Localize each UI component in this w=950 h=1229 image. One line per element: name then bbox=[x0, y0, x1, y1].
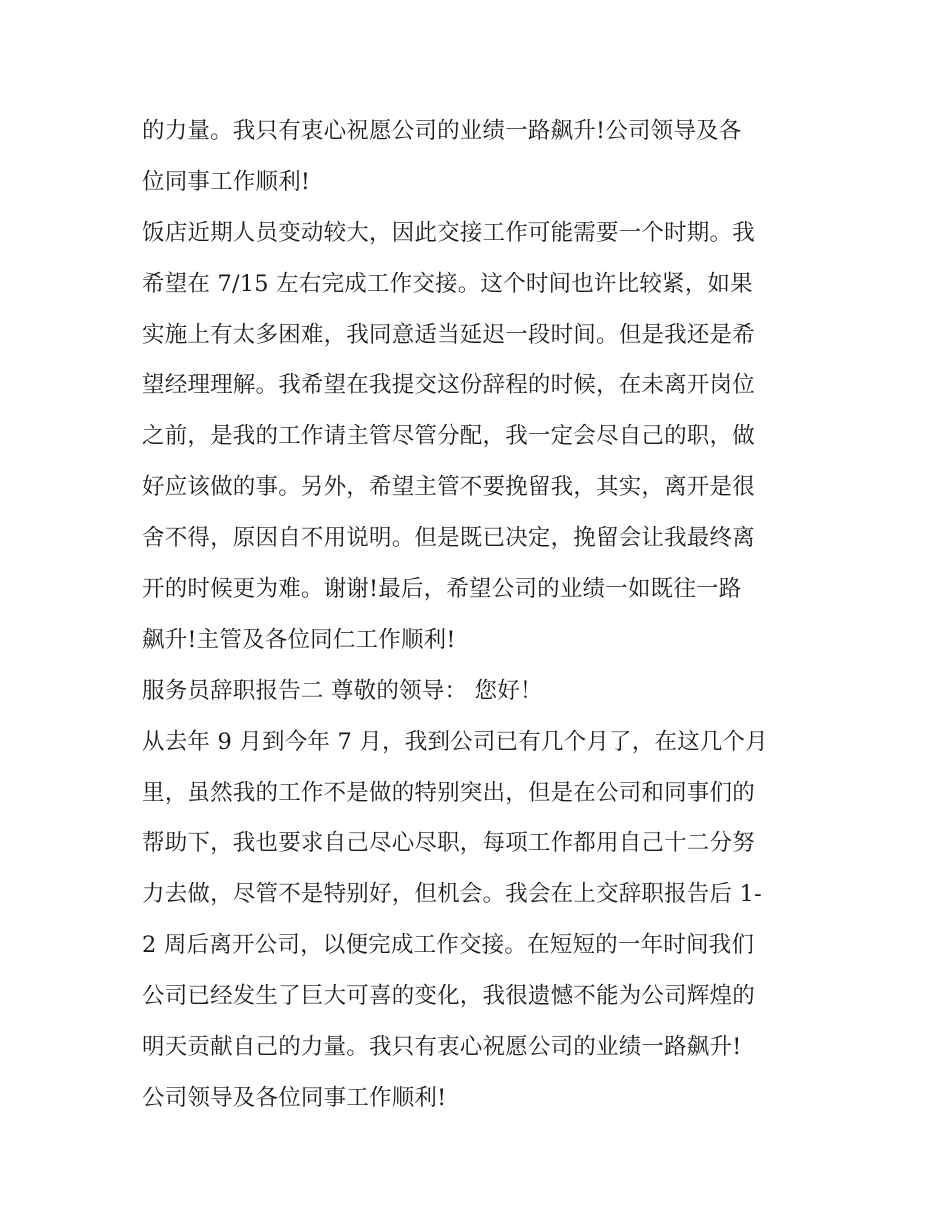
text-line: 公司领导及各位同事工作顺利! bbox=[142, 1084, 447, 1111]
section-heading-line: 服务员辞职报告二 尊敬的领导： 您好！ bbox=[142, 677, 543, 704]
text-line: 飙升!主管及各位同仁工作顺利! bbox=[142, 626, 456, 653]
text-line: 之前，是我的工作请主管尽管分配，我一定会尽自己的职，做 bbox=[142, 423, 755, 450]
text-line: 希望在 7/15 左右完成工作交接。这个时间也许比较紧，如果 bbox=[142, 270, 753, 297]
text-line: 的力量。我只有衷心祝愿公司的业绩一路飙升!公司领导及各 bbox=[142, 118, 742, 144]
text-line: 开的时候更为难。谢谢!最后，希望公司的业绩一如既往一路 bbox=[142, 576, 742, 603]
text-line: 饭店近期人员变动较大，因此交接工作可能需要一个时期。我 bbox=[142, 219, 755, 246]
text-line: 从去年 9 月到今年 7 月，我到公司已有几个月了，在这几个月 bbox=[142, 728, 768, 755]
text-line: 舍不得，原因自不用说明。但是既已决定，挽留会让我最终离 bbox=[142, 525, 755, 552]
text-line: 好应该做的事。另外，希望主管不要挽留我，其实，离开是很 bbox=[142, 474, 755, 501]
text-line: 明天贡献自己的力量。我只有衷心祝愿公司的业绩一路飙升! bbox=[142, 1034, 742, 1061]
text-line: 里，虽然我的工作不是做的特别突出，但是在公司和同事们的 bbox=[142, 779, 755, 806]
text-line: 位同事工作顺利! bbox=[142, 168, 311, 195]
text-line: 2 周后离开公司，以便完成工作交接。在短短的一年时间我们 bbox=[142, 932, 755, 959]
document-body bbox=[142, 106, 812, 1124]
text-line: 力去做，尽管不是特别好，但机会。我会在上交辞职报告后 1- bbox=[142, 881, 762, 908]
text-line: 实施上有太多困难，我同意适当延迟一段时间。但是我还是希 bbox=[142, 321, 755, 348]
text-line: 望经理理解。我希望在我提交这份辞程的时候，在未离开岗位 bbox=[142, 372, 755, 399]
text-line: 公司已经发生了巨大可喜的变化，我很遗憾不能为公司辉煌的 bbox=[142, 983, 755, 1010]
text-line: 帮助下，我也要求自己尽心尽职，每项工作都用自己十二分努 bbox=[142, 830, 755, 857]
